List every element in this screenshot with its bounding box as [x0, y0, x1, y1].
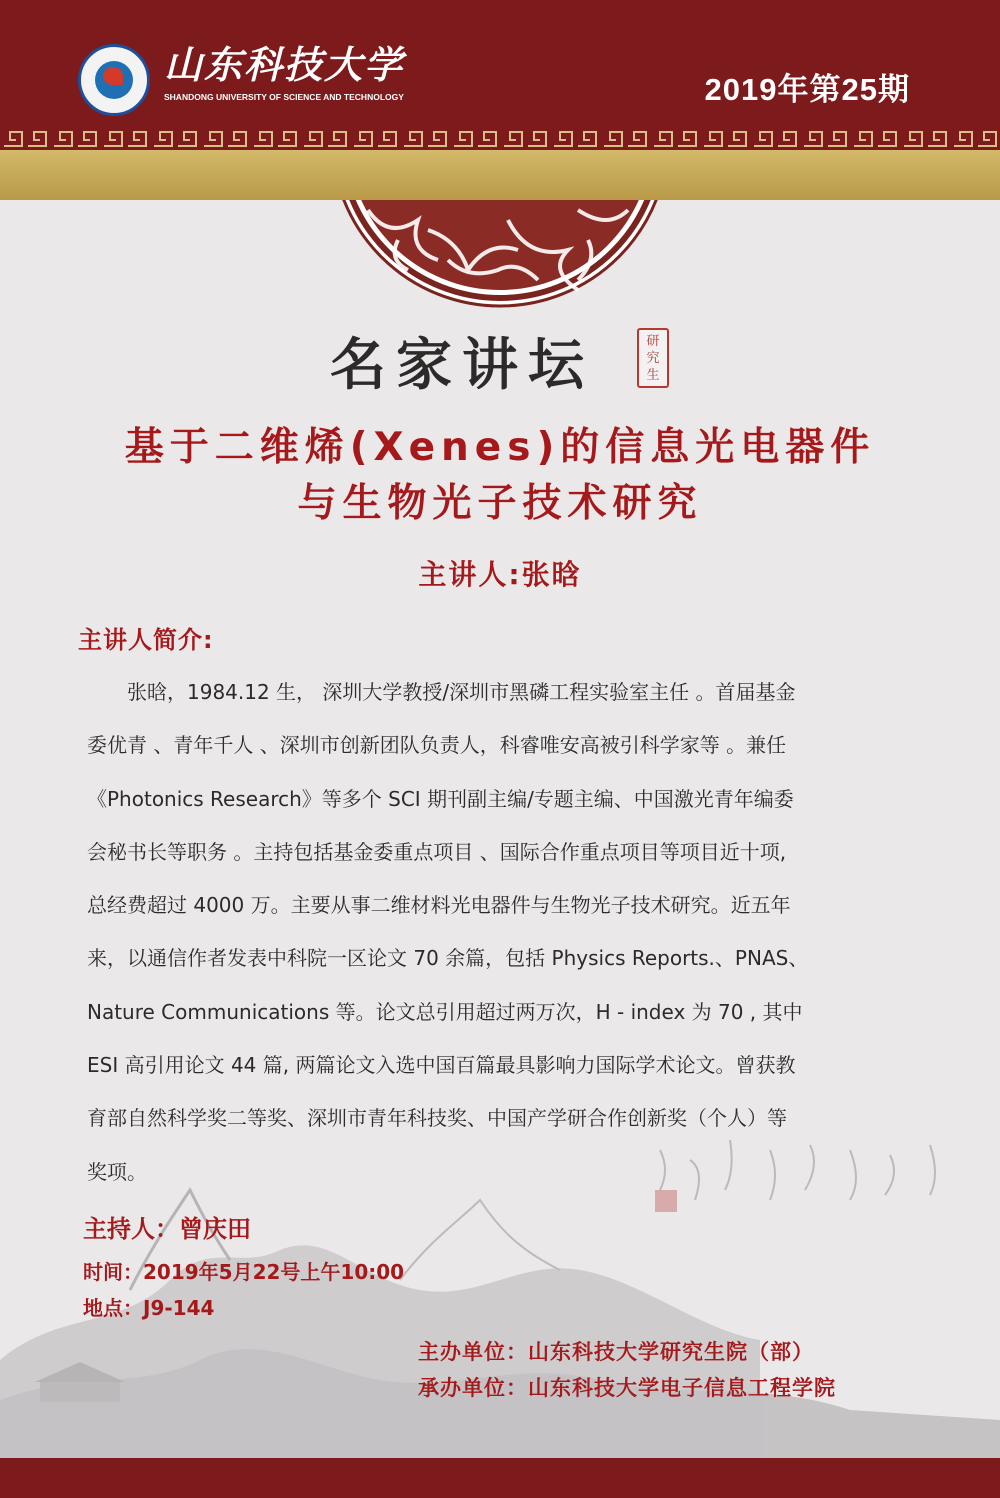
header-banner	[0, 0, 1000, 150]
speaker-biography	[87, 666, 918, 1196]
bio-line: 奖项。	[87, 1159, 147, 1184]
issue-number: 2019年第25期	[704, 72, 910, 107]
talk-title-line-2: 与生物光子技术研究	[297, 481, 703, 526]
host: 主持人：曾庆田	[83, 1215, 251, 1243]
gold-band	[0, 150, 1000, 200]
footer-band	[0, 1458, 1000, 1498]
university-name-english: SHANDONG UNIVERSITY OF SCIENCE AND TECHNOLOGY	[164, 92, 404, 102]
bio-line: ESI 高引用论文 44 篇, 两篇论文入选中国百篇最具影响力国际学术论文。曾获教	[87, 1053, 796, 1078]
university-name: 山东科技大学	[164, 42, 405, 87]
graduate-seal-stamp: 研 究 生	[637, 328, 669, 388]
bio-line: 委优青 、青年千人 、深圳市创新团队负责人，科睿唯安高被引科学家等 。兼任	[87, 733, 787, 758]
university-emblem-icon	[78, 44, 150, 116]
talk-title-line-1: 基于二维烯(Xenes)的信息光电器件	[124, 425, 876, 470]
sponsor-unit: 主办单位：山东科技大学研究生院（部）	[418, 1340, 814, 1364]
bio-line: 张晗，1984.12 生， 深圳大学教授/深圳市黑磷工程实验室主任 。首届基金	[127, 680, 796, 704]
fret-pattern-border	[0, 126, 1000, 150]
talk-title	[0, 420, 1000, 532]
organizer-unit: 承办单位：山东科技大学电子信息工程学院	[418, 1376, 836, 1400]
bio-line: Nature Communications 等。论文总引用超过两万次，H - index 为 70 , 其中	[87, 999, 803, 1024]
bio-line: 来，以通信作者发表中科院一区论文 70 余篇，包括 Physics Reports.、PNAS、	[87, 946, 809, 971]
bio-line: 育部自然科学奖二等奖、深圳市青年科技奖、中国产学研合作创新奖（个人）等	[87, 1106, 787, 1131]
bio-line: 会秘书长等职务 。主持包括基金委重点项目 、国际合作重点项目等项目近十项,	[87, 839, 787, 864]
bio-line: 《Photonics Research》等多个 SCI 期刊副主编/专题主编、中国激光青年编委	[87, 786, 794, 811]
event-place: 地点：J9-144	[83, 1296, 215, 1320]
speaker: 主讲人:张晗	[418, 558, 582, 591]
bio-heading: 主讲人简介:	[78, 626, 214, 654]
bio-line: 总经费超过 4000 万。主要从事二维材料光电器件与生物光子技术研究。近五年	[87, 893, 791, 918]
event-time: 时间：2019年5月22号上午10:00	[83, 1260, 405, 1284]
forum-title: 名家讲坛	[330, 332, 594, 398]
ornamental-medallion-icon	[328, 200, 672, 308]
